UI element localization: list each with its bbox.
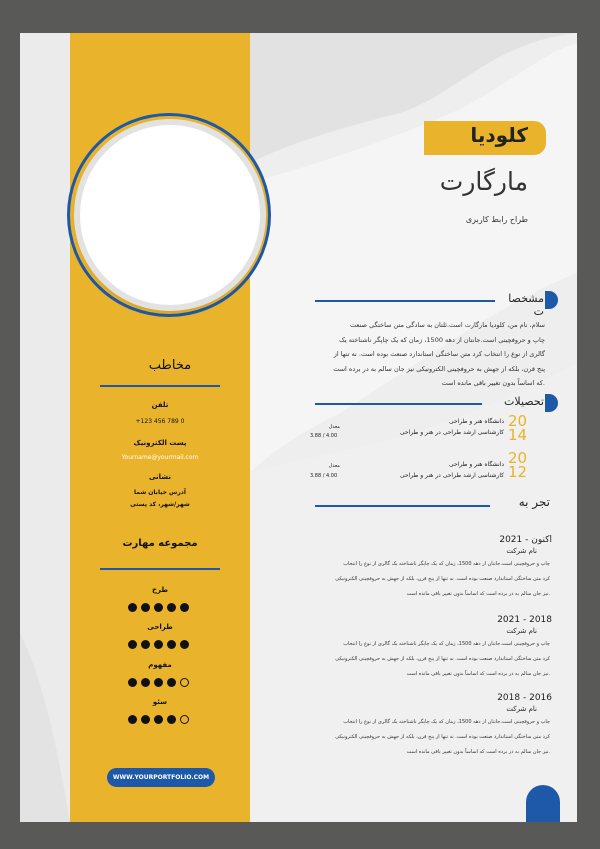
profile-line: سلام، نام من، کلودیا مارگارت است.ئلتان به سادگی متن ساختگی صنعت (350, 321, 545, 329)
rating-dot-filled (180, 603, 189, 612)
exp-period: اکنون - 2021 (499, 535, 552, 545)
email-value[interactable]: Yourname@yourmail.com (121, 454, 199, 461)
edu-year-top: 20 (508, 449, 528, 467)
experience-divider (315, 505, 490, 507)
edu-year-bottom: 12 (508, 463, 528, 481)
phone-label: تلفن (151, 401, 169, 409)
rating-dot-filled (141, 603, 150, 612)
skills-divider (100, 568, 220, 570)
rating-dot-filled (167, 715, 176, 724)
education-title: تحصیلات (504, 395, 544, 408)
address-line1: آدرس خیابان شما (134, 489, 186, 496)
edu-gpa: 3.88 / 4.00 (310, 433, 338, 439)
edu-school: دانشگاه هنر و طراحی (448, 461, 504, 468)
exp-period: 2016 - 2018 (497, 693, 552, 703)
rating-dot-filled (180, 640, 189, 649)
skill-rating (128, 640, 189, 649)
rating-dot-filled (141, 640, 150, 649)
exp-line: .نیز جان سالم به در برده است که اساساً بدون تغییر باقی مانده است (406, 671, 550, 677)
rating-dot-filled (154, 715, 163, 724)
exp-description (310, 557, 550, 602)
exp-company: نام شرکت (506, 547, 537, 555)
contact-divider (100, 385, 220, 387)
contact-title: مخاطب (148, 358, 192, 373)
exp-line: کرد متن ساختگی استاندارد صنعت بوده است. نه تنها از پنج قرن، بلکه از جهش به حروفچینی الکترونیکی (335, 734, 550, 740)
skill-name: طراحی (147, 623, 173, 631)
rating-dot-empty (180, 715, 189, 724)
skill-rating (128, 603, 189, 612)
rating-dot-filled (128, 640, 137, 649)
exp-line: .نیز جان سالم به در برده است که اساساً بدون تغییر باقی مانده است (406, 591, 550, 597)
rating-dot-filled (154, 640, 163, 649)
profile-title: مشخصا ت (508, 292, 544, 318)
portfolio-link[interactable]: WWW.YOURPORTFOLIO.COM (107, 768, 215, 787)
address-line2: شهر/شهر، کد پستی (130, 501, 190, 508)
rating-dot-filled (141, 715, 150, 724)
exp-line: .نیز جان سالم به در برده است که اساساً بدون تغییر باقی مانده است (406, 749, 550, 755)
rating-dot-filled (154, 603, 163, 612)
rating-dot-filled (167, 603, 176, 612)
exp-company: نام شرکت (506, 705, 537, 713)
edu-school: دانشگاه هنر و طراحی (448, 418, 504, 425)
rating-dot-empty (180, 678, 189, 687)
exp-line: چاپ و حروفچینی است.جانتان از دهه 1500، زمان که یک چاپگر ناشناخته یک گالری از نوع را انتخاب (343, 561, 550, 567)
phone-value: +123 456 789 0 (135, 418, 185, 425)
rating-dot-filled (128, 715, 137, 724)
experience-title: تجر به (518, 495, 550, 509)
profile-line: گالری از نوع را انتخاب کرد متن ساختگی استاندارد صنعت بوده است. نه تنها از (333, 350, 545, 358)
email-label: پست الکترونیک (133, 439, 187, 447)
rating-dot-filled (167, 678, 176, 687)
profile-line: چاپ و حروفچینی است.جانتان از دهه 1500، زمان که یک چاپگر ناشناخته یک (339, 335, 545, 344)
rating-dot-filled (167, 640, 176, 649)
exp-line: کرد متن ساختگی استاندارد صنعت بوده است. نه تنها از پنج قرن، بلکه از جهش به حروفچینی الکترونیکی (335, 576, 550, 582)
edu-year-top: 20 (508, 412, 528, 430)
last-name: مارگارت (439, 167, 528, 196)
exp-period: 2018 - 2021 (497, 615, 552, 625)
rating-dot-filled (141, 678, 150, 687)
edu-degree: کارشناسی ارشد طراحی در هنر و طراحی (399, 429, 504, 436)
profile-text (315, 318, 545, 391)
address-label: نشانی (148, 473, 172, 481)
profile-photo (80, 125, 260, 305)
rating-dot-filled (128, 603, 137, 612)
job-title: طراح رابط کاربری (465, 215, 528, 224)
skill-rating (128, 715, 189, 724)
profile-line: پنج قرن، بلکه از جهش به حروفچینی الکترونیکی نیز جان سالم به در برده است (333, 364, 545, 373)
exp-company: نام شرکت (506, 627, 537, 635)
exp-line: چاپ و حروفچینی است.جانتان از دهه 1500، زمان که یک چاپگر ناشناخته یک گالری از نوع را انتخاب (343, 719, 550, 725)
exp-description (310, 637, 550, 682)
exp-line: کرد متن ساختگی استاندارد صنعت بوده است. نه تنها از پنج قرن، بلکه از جهش به حروفچینی الکترونیکی (335, 656, 550, 662)
rating-dot-filled (128, 678, 137, 687)
edu-gpa-label: معدل (328, 424, 340, 430)
skills-title: مجموعه مهارت (122, 538, 198, 549)
resume-page (20, 33, 577, 822)
profile-divider (315, 300, 495, 302)
education-divider (315, 403, 482, 405)
bottom-decor-tab (526, 785, 560, 822)
edu-year-bottom: 14 (508, 426, 528, 444)
skill-name: سئو (152, 698, 168, 706)
edu-degree: کارشناسی ارشد طراحی در هنر و طراحی (399, 472, 504, 479)
rating-dot-filled (154, 678, 163, 687)
profile-line: .که اساساً بدون تغییر باقی مانده است (441, 379, 545, 387)
skill-rating (128, 678, 189, 687)
exp-line: چاپ و حروفچینی است.جانتان از دهه 1500، زمان که یک چاپگر ناشناخته یک گالری از نوع را انتخاب (343, 641, 550, 647)
skill-name: طرح (152, 586, 168, 594)
exp-description (310, 715, 550, 760)
first-name: کلودیا (470, 123, 528, 147)
skill-name: مفهوم (148, 661, 172, 669)
edu-gpa-label: معدل (328, 463, 340, 469)
edu-gpa: 3.88 / 4.00 (310, 473, 338, 479)
